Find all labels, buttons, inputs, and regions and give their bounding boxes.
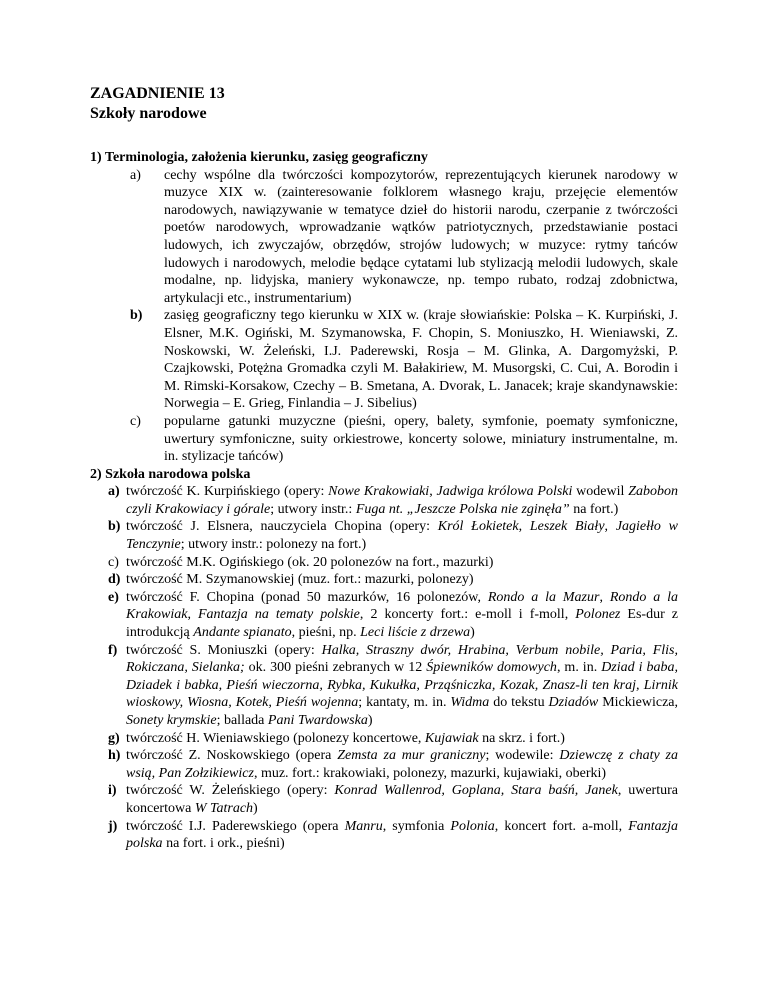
item-text: twórczość H. Wieniawskiego (polonezy koncertowe, Kujawiak na skrz. i fort.) <box>126 730 565 746</box>
item-text: twórczość M.K. Ogińskiego (ok. 20 polonezów na fort., mazurki) <box>126 554 494 570</box>
document-subtitle: Szkoły narodowe <box>90 105 207 122</box>
item-text: twórczość F. Chopina (ponad 50 mazurków, 16 polonezów, Rondo a la Mazur, Rondo a la Krakowiak, Fantazja na tematy polskie, 2 koncerty fort.: e-moll i f-moll, Polonez Es-dur z introdukcją Andante spianato, pieśni, np. Leci liście z drzewa) <box>126 589 679 641</box>
item-label: c) <box>108 554 119 570</box>
item-label: h) <box>108 748 121 764</box>
item-label: c) <box>130 413 141 429</box>
section2-item-i <box>90 782 678 817</box>
item-label: a) <box>108 484 120 500</box>
item-text: popularne gatunki muzyczne (pieśni, opery, balety, symfonie, poematy symfoniczne, uwertury symfoniczne, suity orkiestrowe, koncerty solowe, miniatury instrumentalne, m. in. stylizacje tańców) <box>164 413 678 465</box>
section2-item-h <box>90 747 678 782</box>
section2-item-c <box>90 554 678 572</box>
item-label: i) <box>108 783 117 799</box>
item-text: twórczość S. Moniuszki (opery: Halka, Straszny dwór, Hrabina, Verbum nobile, Paria, Flis, Rokiczana, Sielanka; ok. 300 pieśni zebranych w 12 Śpiewników domowych, m. in. Dziad i baba, Dziadek i babka, Pieśń wieczorna, Rybka, Kukułka, Prząśniczka, Kozak, Znasz-li ten kraj, Lirnik wioskowy, Wiosna, Kotek, Pieśń wojenna; kantaty, m. in. Widma do tekstu Dziadów Mickiewicza, Sonety krymskie; ballada Pani Twardowska) <box>126 642 679 728</box>
section1-heading: 1) Terminologia, założenia kierunku, zasięg geograficzny <box>90 150 428 165</box>
section2-item-f <box>90 642 678 730</box>
item-label: f) <box>108 642 118 658</box>
item-text: twórczość Z. Noskowskiego (opera Zemsta za mur graniczny; wodewile: Dziewczę z chaty za wsią, Pan Zołzikiewicz, muz. fort.: krakowiaki, polonezy, mazurki, kujawiaki, oberki) <box>126 748 679 781</box>
item-text: cechy wspólne dla twórczości kompozytorów, reprezentujących kierunek narodowy w muzyce XIX w. (zainteresowanie folklorem własnego kraju, przejęcie elementów narodowych, nawiązywanie w tematyce dzieł do historii narodu, czerpanie z twórczości poetów narodowych, wprowadzanie wątków patriotycznych, przedstawianie postaci ludowych, ich zwyczajów, obrzędów, strojów ludowych; w muzyce: rytmy tańców ludowych i narodowych, melodie będące cytatami lub stylizacją melodii ludowych, skale modalne, np. lidyjska, maniery wykonawcze, np. tempo rubato, rodzaj zdobnictwa, artykulacji etc., instrumentarium) <box>164 167 678 306</box>
section2-item-a <box>90 483 678 518</box>
section2-item-b <box>90 518 678 553</box>
section2-item-d <box>90 571 678 589</box>
section2-item-j <box>90 818 678 853</box>
item-label: e) <box>108 589 119 605</box>
item-text: twórczość K. Kurpińskiego (opery: Nowe Krakowiaki, Jadwiga królowa Polski wodewil Zabobon czyli Krakowiacy i górale; utwory instr.: Fuga nt. „Jeszcze Polska nie zginęła” na fort.) <box>126 484 678 517</box>
section2-heading: 2) Szkoła narodowa polska <box>90 466 251 482</box>
item-text: twórczość M. Szymanowskiej (muz. fort.: mazurki, polonezy) <box>126 572 474 588</box>
item-label: g) <box>108 730 120 746</box>
section1-item-a <box>90 167 678 308</box>
item-text: twórczość W. Żeleńskiego (opery: Konrad Wallenrod, Goplana, Stara baśń, Janek, uwertura koncertowa W Tatrach) <box>126 783 678 816</box>
item-label: a) <box>130 167 141 183</box>
item-text: twórczość I.J. Paderewskiego (opera Manru, symfonia Polonia, koncert fort. a-moll, Fantazja polska na fort. i ork., pieśni) <box>126 818 678 852</box>
item-text: zasięg geograficzny tego kierunku w XIX w. (kraje słowiańskie: Polska – K. Kurpiński, J. Elsner, M.K. Ogiński, M. Szymanowska, F. Chopin, S. Moniuszko, H. Wieniawski, Z. Noskowski, W. Żeleński, I.J. Paderewski, Rosja – M. Glinka, A. Dargomyżski, P. Czajkowski, Potężna Gromadka czyli M. Bałakiriew, M. Musorgski, C. Cui, A. Borodin i M. Rimski-Korsakow, Czechy – B. Smetana, A. Dvorak, L. Janacek; kraje skandynawskie: Norwegia – E. Grieg, Finlandia – J. Sibelius) <box>164 308 678 412</box>
item-label: b) <box>130 308 143 324</box>
document-title: ZAGADNIENIE 13 <box>90 85 225 102</box>
section1-item-b <box>90 307 678 413</box>
item-label: b) <box>108 519 121 535</box>
item-label: j) <box>108 818 118 834</box>
item-label: d) <box>108 572 121 588</box>
item-text: twórczość J. Elsnera, nauczyciela Chopina (opery: Król Łokietek, Leszek Biały, Jagiełło w Tenczynie; utwory instr.: polonezy na fort.) <box>126 519 679 553</box>
section1-item-c <box>90 413 678 466</box>
section2-item-e <box>90 589 678 642</box>
section2-item-g <box>90 730 678 748</box>
document-page <box>90 84 678 853</box>
